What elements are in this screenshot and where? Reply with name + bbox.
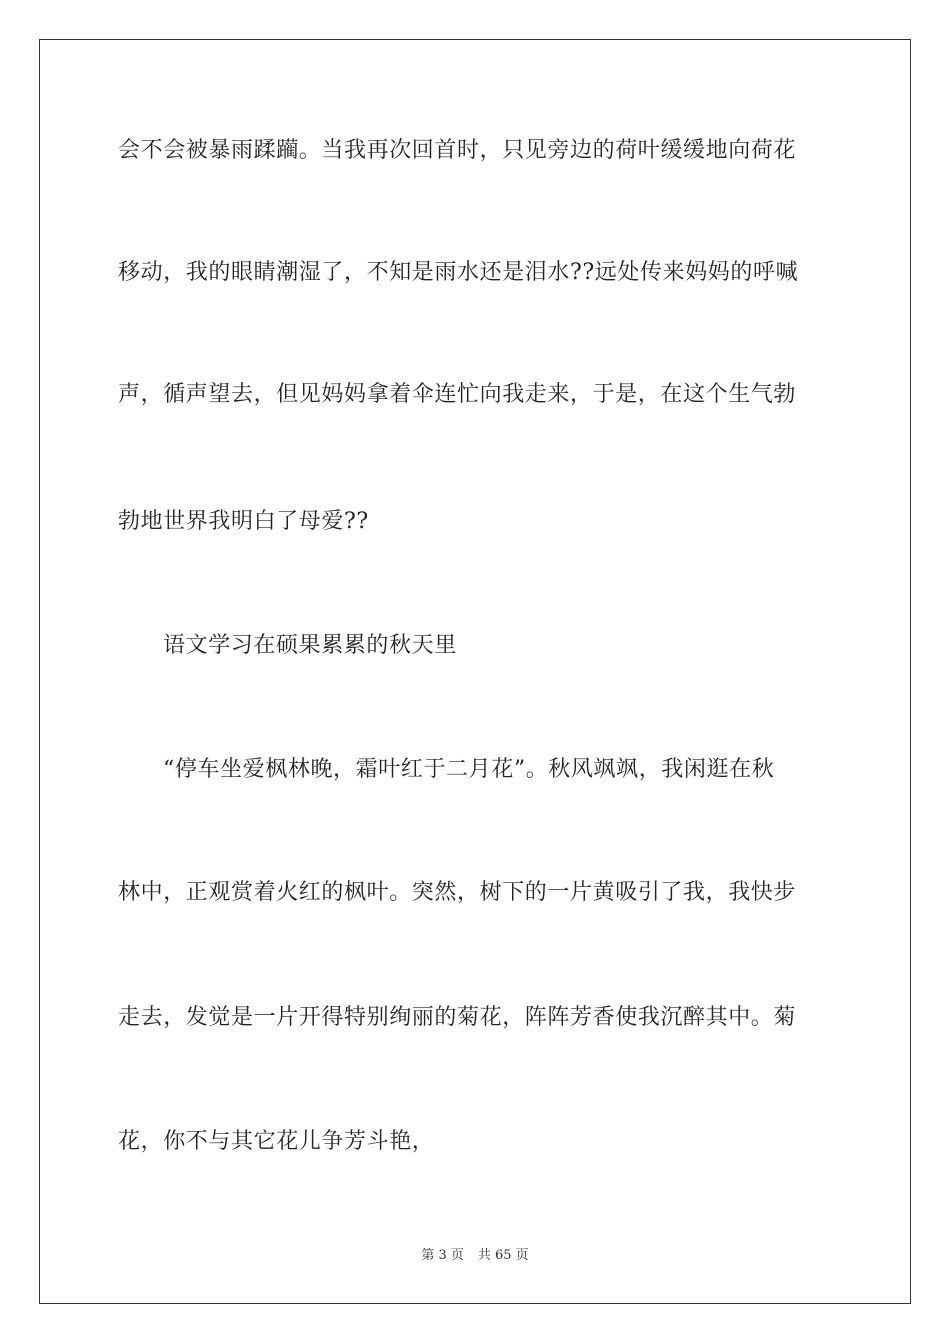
text-line-1: 会不会被暴雨蹂躏。当我再次回首时，只见旁边的荷叶缓缓地向荷花	[118, 138, 797, 163]
page-number: 第 3 页	[421, 1248, 464, 1263]
page-footer	[0, 1247, 950, 1265]
text-line-9: 花，你不与其它花儿争芳斗艳，	[118, 1129, 435, 1154]
text-line-3: 声，循声望去，但见妈妈拿着伞连忙向我走来，于是，在这个生气勃	[118, 382, 797, 407]
text-line-8: 走去，发觉是一片开得特别绚丽的菊花，阵阵芳香使我沉醉其中。菊	[118, 1005, 797, 1030]
section-heading: 语文学习在硕果累累的秋天里	[163, 633, 457, 658]
page-total: 共 65 页	[477, 1248, 529, 1263]
text-line-2: 移动，我的眼睛潮湿了，不知是雨水还是泪水??远处传来妈妈的呼喊	[118, 260, 799, 285]
page-border	[39, 39, 911, 1304]
text-line-6: “停车坐爱枫林晚，霜叶红于二月花”。秋风飒飒，我闲逛在秋	[163, 757, 775, 782]
text-line-4: 勃地世界我明白了母爱??	[118, 509, 369, 534]
text-line-7: 林中，正观赏着火红的枫叶。突然，树下的一片黄吸引了我，我快步	[118, 880, 797, 905]
